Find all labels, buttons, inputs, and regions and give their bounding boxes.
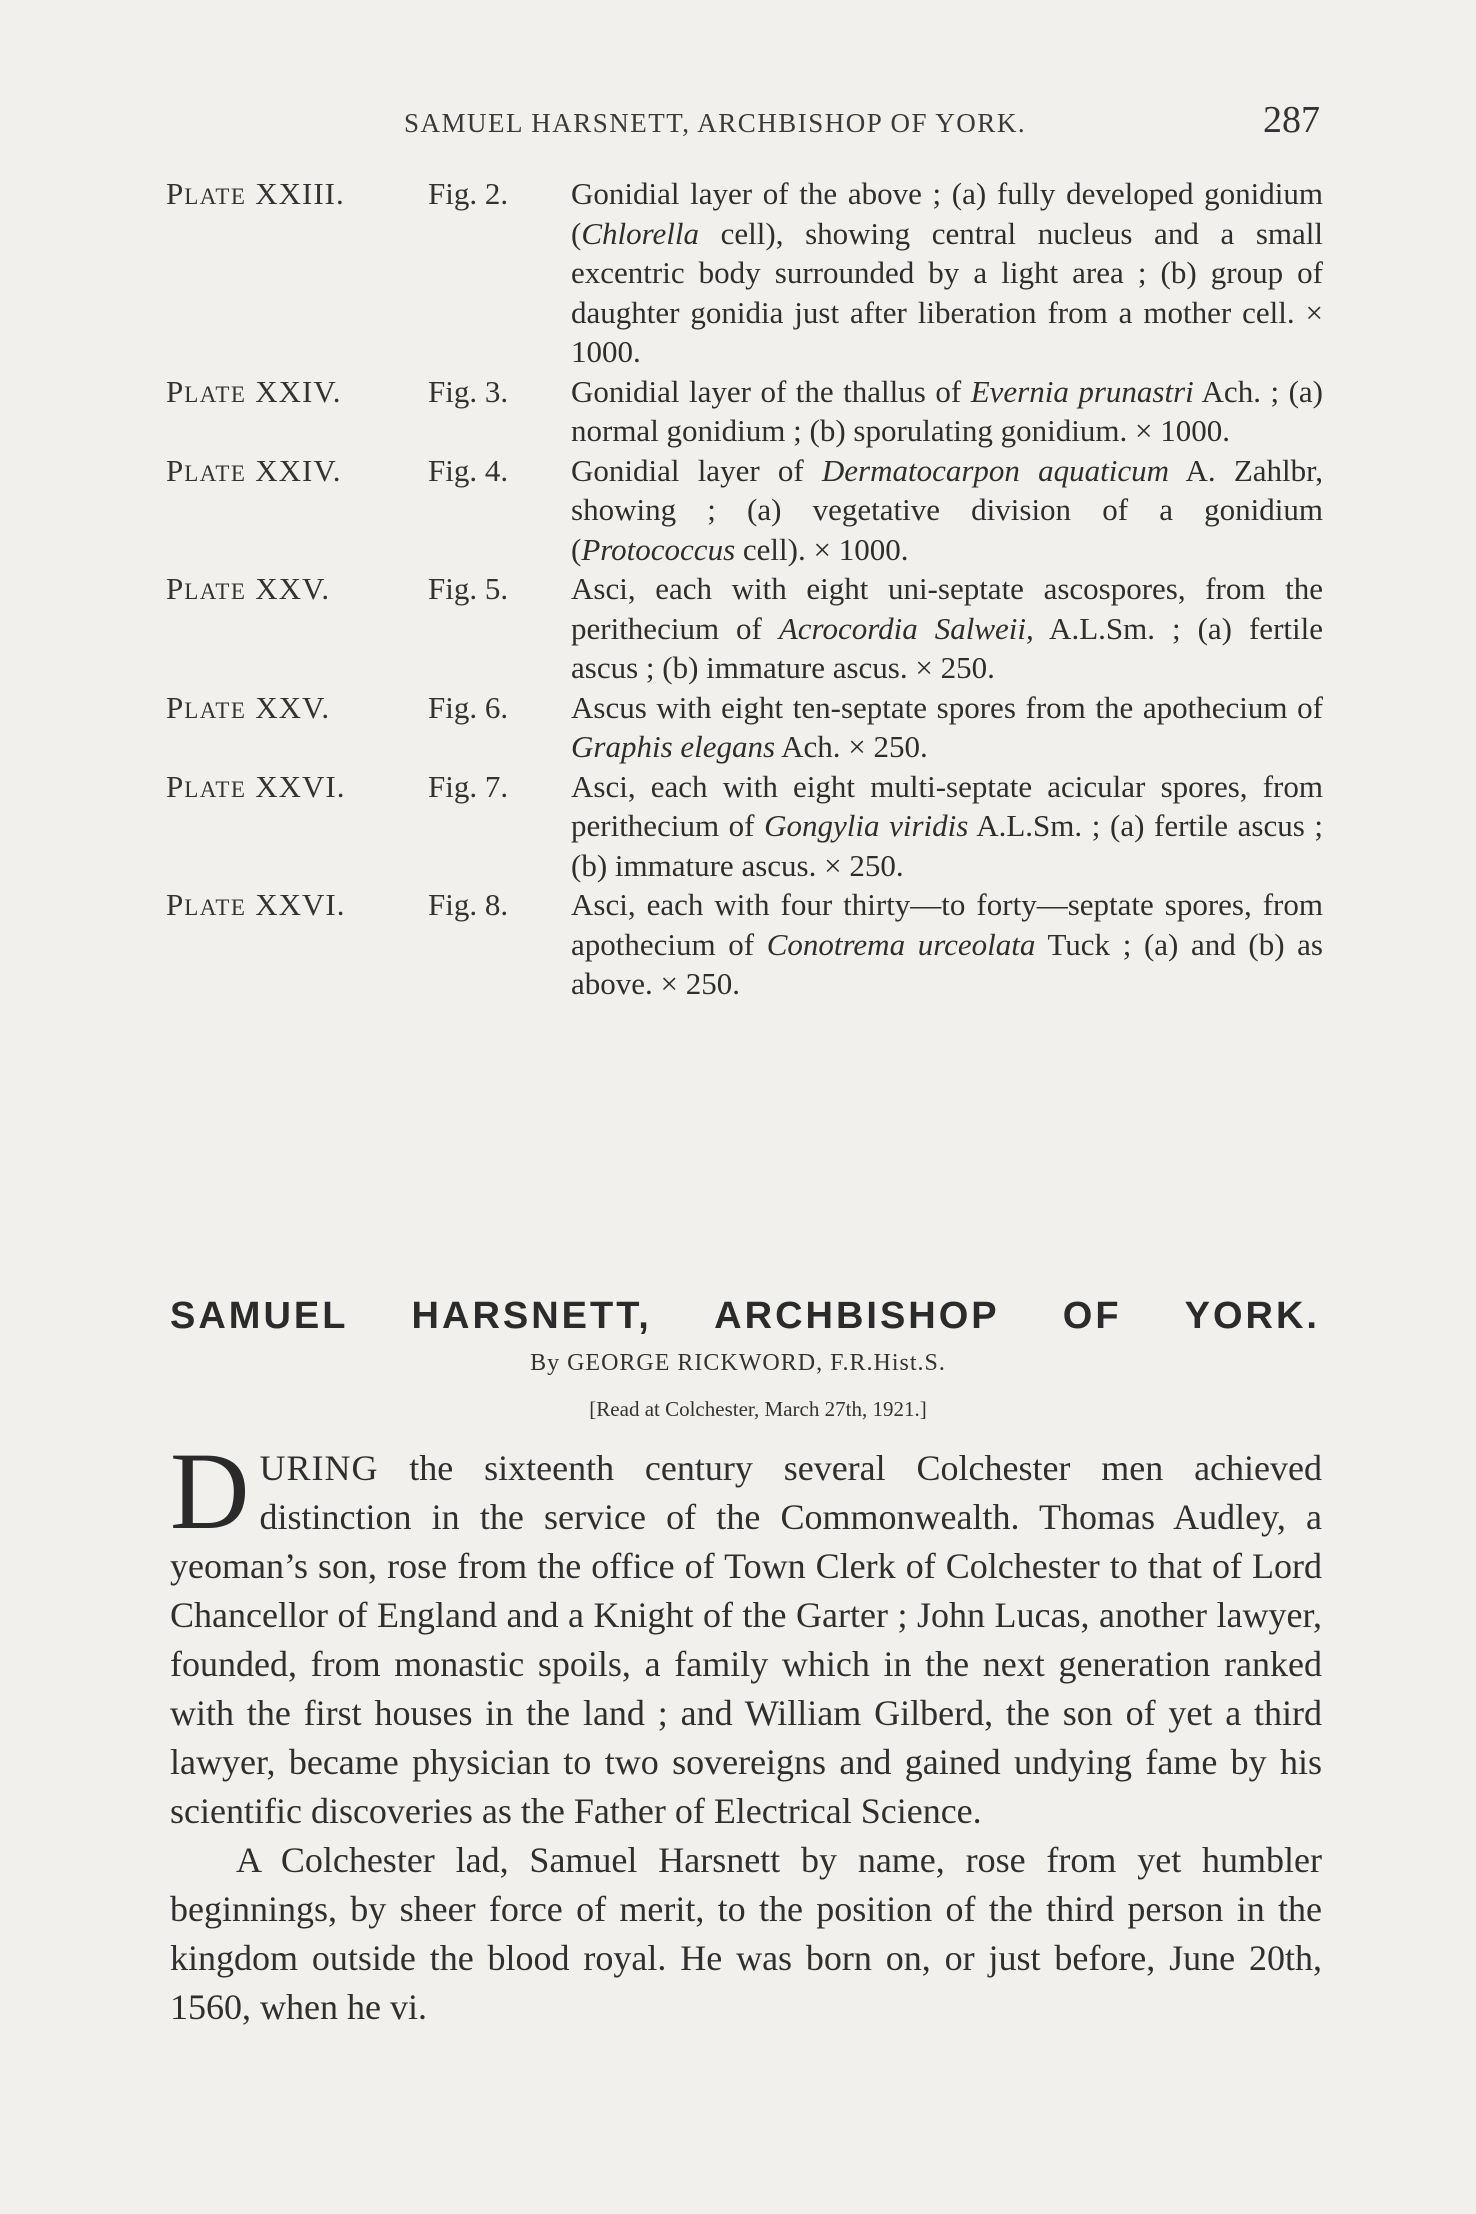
- plate-number: XXIII.: [246, 176, 345, 211]
- plate-label-smallcaps: LATE: [184, 776, 247, 802]
- plate-label: [166, 372, 428, 415]
- figure-caption: [571, 174, 1323, 372]
- caption-text: Asci, each with four thirty—to forty—septate spores, from apothecium of: [571, 887, 1323, 962]
- plate-number: XXIV.: [246, 452, 342, 488]
- caption-text: cell), showing central nucleus and a small excentric body surrounded by a light area ; (b) group of daughter gonidia just after liberation from a mother cell. × 1000.: [571, 215, 1323, 369]
- figure-number: Fig. 5.: [428, 571, 509, 606]
- figure-caption: [571, 885, 1323, 1004]
- figure-number: Fig. 2.: [428, 176, 509, 211]
- running-head-title: SAMUEL HARSNETT, ARCHBISHOP OF YORK.: [404, 108, 1027, 138]
- plate-number: XXVI.: [246, 887, 346, 922]
- figure-number: Fig. 8.: [428, 887, 509, 922]
- plate-label: [166, 174, 428, 217]
- plate-label-initial: P: [166, 689, 185, 725]
- plate-caption-row: [166, 372, 1322, 451]
- caption-text: Ach. ; (a) normal gonidium ; (b) sporulating gonidium. × 1000.: [571, 373, 1323, 448]
- caption-italic-name: Graphis elegans: [571, 729, 776, 764]
- plate-label-initial: P: [166, 452, 185, 488]
- caption-text: Asci, each with eight uni-septate ascospores, from the perithecium of: [571, 571, 1323, 646]
- plate-label-smallcaps: LATE: [184, 460, 247, 486]
- figure-number: Fig. 3.: [428, 373, 509, 409]
- caption-italic-name: Acrocordia Salweii,: [778, 610, 1034, 646]
- plate-label: [166, 688, 428, 731]
- plate-number: XXV.: [246, 689, 331, 725]
- caption-text: A.L.Sm. ; (a) fertile ascus ; (b) immature ascus. × 250.: [571, 610, 1323, 685]
- plate-label-initial: P: [166, 768, 185, 804]
- lead-word: URING: [259, 1448, 379, 1488]
- plate-label-smallcaps: LATE: [184, 381, 247, 407]
- plate-label-initial: P: [166, 571, 185, 606]
- caption-text: Gonidial layer of: [571, 452, 822, 488]
- plate-caption-row: [166, 569, 1322, 688]
- plate-number: XXV.: [246, 571, 331, 606]
- caption-text: A.L.Sm. ; (a) fertile ascus ; (b) immature ascus. × 250.: [571, 808, 1323, 883]
- plate-captions: [166, 174, 1322, 1004]
- caption-text: A. Zahlbr, showing ; (a) vegetative division of a gonidium (: [571, 452, 1323, 567]
- figure-caption: [571, 767, 1323, 886]
- plate-caption-row: [166, 767, 1322, 886]
- byline: By GEORGE RICKWORD, F.R.Hist.S.: [530, 1350, 946, 1376]
- figure-caption: [571, 451, 1323, 570]
- plate-caption-row: [166, 174, 1322, 372]
- plate-caption-row: [166, 688, 1322, 767]
- plate-number: XXVI.: [246, 768, 346, 804]
- plate-label-initial: P: [166, 176, 185, 211]
- page-number: 287: [1263, 99, 1320, 141]
- figure-caption: [571, 688, 1323, 767]
- plate-label: [166, 569, 428, 612]
- plate-label: [166, 885, 428, 928]
- caption-italic-name: Chlorella: [581, 215, 700, 251]
- paragraph-1: [170, 1430, 1322, 1836]
- article-title: SAMUEL HARSNETT, ARCHBISHOP OF YORK.: [170, 1295, 1320, 1338]
- plate-caption-row: [166, 451, 1322, 570]
- figure-number: Fig. 6.: [428, 689, 509, 725]
- figure-caption: [571, 372, 1323, 451]
- caption-text: Asci, each with eight multi-septate acicular spores, from perithecium of: [571, 768, 1323, 843]
- plate-label: [166, 451, 428, 494]
- caption-italic-name: Evernia prunastri: [970, 373, 1194, 409]
- figure-number: Fig. 4.: [428, 452, 509, 488]
- plate-label-smallcaps: LATE: [184, 895, 247, 920]
- plate-caption-row: [166, 885, 1322, 1004]
- caption-text: cell). × 1000.: [735, 531, 909, 567]
- article-body: [170, 1430, 1322, 2032]
- running-head: [170, 98, 1320, 148]
- caption-text: Ascus with eight ten-septate spores from the apothecium of: [571, 689, 1323, 725]
- plate-label-smallcaps: LATE: [184, 579, 247, 604]
- figure-caption: [571, 569, 1323, 688]
- read-at-note: [Read at Colchester, March 27th, 1921.]: [589, 1397, 927, 1421]
- paragraph-1-text: the sixteenth century several Colchester men achieved distinction in the service of the Commonwealth. Thomas Audley, a yeoman’s son, rose from the office of Town Clerk of Colchester to that of Lord Chancellor of England and a Knight of the Garter ; John Lucas, another lawyer, founded, from monastic spoils, a family which in the next generation ranked with the first houses in the land ; and William Gilberd, the son of yet a third lawyer, became physician to two sovereigns and gained undying fame by his scientific discoveries as the Father of Electrical Science.: [170, 1448, 1322, 1831]
- caption-italic-name: Gongylia viridis: [764, 808, 969, 843]
- plate-label-smallcaps: LATE: [184, 697, 247, 723]
- plate-label-smallcaps: LATE: [184, 184, 247, 209]
- caption-italic-name: Dermatocarpon aquaticum: [821, 452, 1170, 488]
- caption-text: Gonidial layer of the above ; (a) fully developed gonidium (: [571, 176, 1323, 251]
- plate-label-initial: P: [166, 373, 185, 409]
- drop-cap: D: [170, 1430, 250, 1552]
- paragraph-2: A Colchester lad, Samuel Harsnett by name, rose from yet humbler beginnings, by sheer force of merit, to the position of the third person in the kingdom outside the blood royal. He was born on, or just before, June 20th, 1560, when he vi.: [170, 1840, 1322, 2027]
- caption-text: Tuck ; (a) and (b) as above. × 250.: [571, 926, 1323, 1001]
- plate-label-initial: P: [166, 887, 185, 922]
- caption-italic-name: Conotrema urceolata: [766, 926, 1036, 962]
- plate-number: XXIV.: [246, 373, 342, 409]
- caption-italic-name: Protococcus: [581, 531, 736, 567]
- caption-text: Ach. × 250.: [775, 729, 928, 764]
- figure-number: Fig. 7.: [428, 768, 509, 804]
- caption-text: Gonidial layer of the thallus of: [571, 373, 971, 409]
- plate-label: [166, 767, 428, 810]
